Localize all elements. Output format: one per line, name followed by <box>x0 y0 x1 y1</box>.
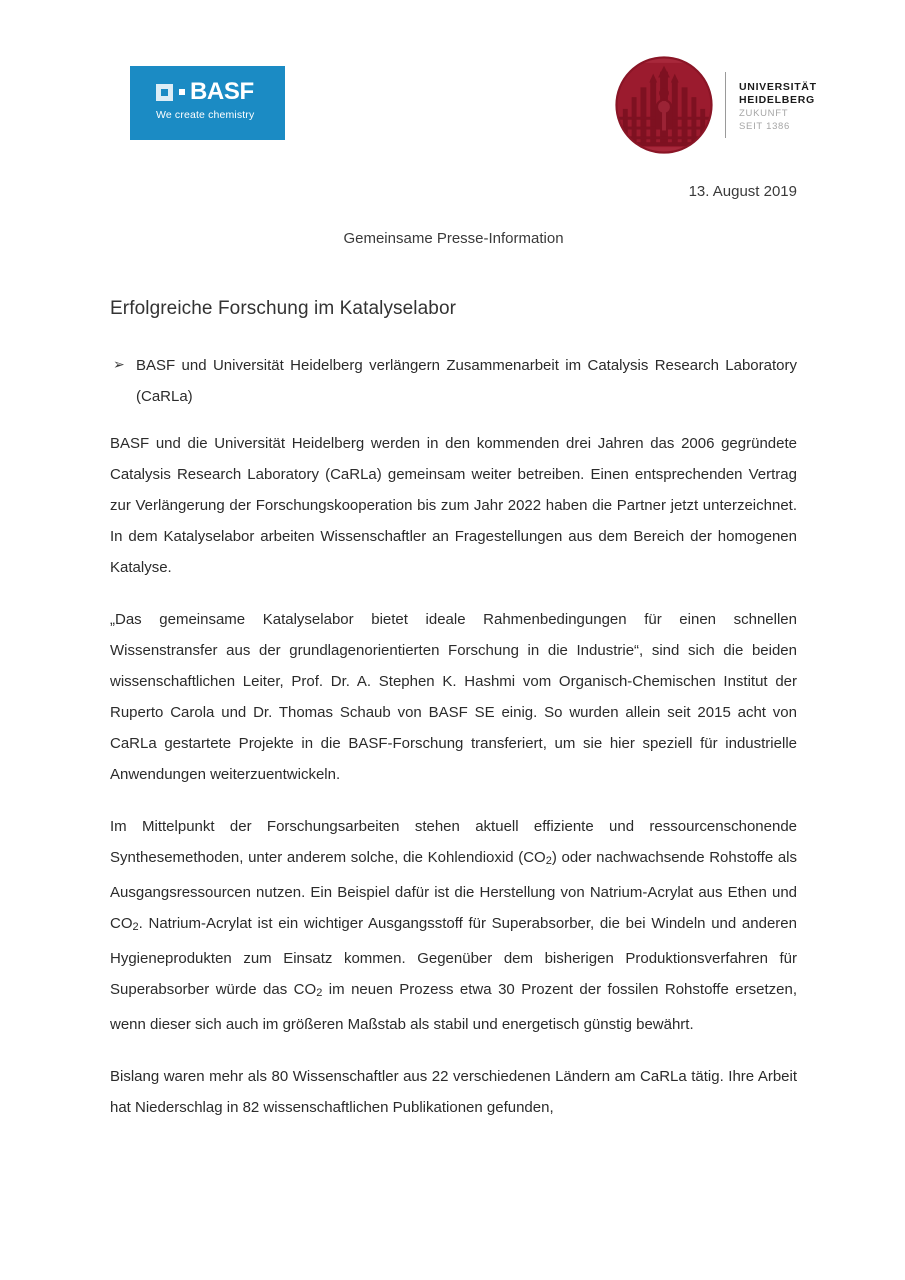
basf-dot-icon <box>179 89 185 95</box>
page-title: Erfolgreiche Forschung im Katalyselabor <box>110 298 457 319</box>
co2-subscript-3: 2 <box>316 987 323 999</box>
paragraph-quote: „Das gemeinsame Katalyselabor bietet ideale Rahmenbedingungen für einen schnellen Wissenstransfer aus der grundlagenorientierten Forschung in die Industrie“, sind sich die beiden wissenschaftlichen Leiter, Prof. Dr. A. Stephen K. Hashmi vom Organisch-Chemischen Institut der Ruperto Carola und Dr. Thomas Schaub von BASF SE einig. So wurden allein seit 2015 acht von CaRLa gestartete Projekte in die BASF-Forschung transferiert, um sie hier speziell für industrielle Anwendungen weiterzuentwickeln. <box>110 611 797 783</box>
basf-wordmark: BASF <box>190 78 254 105</box>
article-body <box>110 428 797 1123</box>
logo-band <box>0 0 905 170</box>
basf-logo <box>130 66 285 140</box>
release-date: 13. August 2019 <box>688 183 797 200</box>
heidelberg-divider <box>725 72 726 138</box>
heidelberg-logo <box>615 56 820 154</box>
heidelberg-line-heidelberg: HEIDELBERG <box>739 93 815 106</box>
co2-subscript-1: 2 <box>545 855 552 867</box>
paragraph-segment-b: ) oder nachwachsende Rohstoffe als Ausgangsressourcen nutzen. Ein Beispiel dafür ist die Herstellung von Natrium-Acrylat aus Ethen und CO <box>110 849 797 932</box>
paragraph-research-focus <box>110 811 797 1040</box>
heidelberg-wordmark <box>739 81 817 132</box>
basf-logotype <box>156 80 254 104</box>
document-kicker: Gemeinsame Presse-Information <box>343 230 564 247</box>
basf-square-icon <box>156 84 173 101</box>
heidelberg-line-zukunft: ZUKUNFT <box>739 107 789 119</box>
paragraph-segment-c: . Natrium-Acrylat ist ein wichtiger Ausgangsstoff für Superabsorber, die bei Windeln und anderen Hygieneprodukten zum Einsatz kommen. Gegenüber dem bisherigen Produktionsverfahren für Superabsorber würde das CO <box>110 915 797 998</box>
basf-tagline: We create chemistry <box>156 109 255 121</box>
paragraph-segment-a: Im Mittelpunkt der Forschungsarbeiten stehen aktuell effiziente und ressourcenschonende Synthesemethoden, unter anderem solche, die Kohlendioxid (CO <box>110 818 797 866</box>
co2-subscript-2: 2 <box>132 921 139 933</box>
paragraph-segment-d: im neuen Prozess etwa 30 Prozent der fossilen Rohstoffe ersetzen, wenn dieser sich auch im größeren Maßstab als stabil und energetisch günstig bewährt. <box>110 981 797 1033</box>
list-item-text: BASF und Universität Heidelberg verlängern Zusammenarbeit im Catalysis Research Laboratory (CaRLa) <box>136 357 797 405</box>
arrow-bullet-icon: ➢ <box>113 357 125 373</box>
heidelberg-seal-icon <box>615 56 713 154</box>
list-item <box>110 350 797 412</box>
heidelberg-line-universitaet: UNIVERSITÄT <box>739 81 817 93</box>
heidelberg-line-seit: SEIT 1386 <box>739 120 791 132</box>
paragraph-intro: BASF und die Universität Heidelberg werden in den kommenden drei Jahren das 2006 gegründete Catalysis Research Laboratory (CaRLa) gemeinsam weiter betreiben. Einen entsprechenden Vertrag zur Verlängerung der Forschungskooperation bis zum Jahr 2022 haben die Partner jetzt unterzeichnet. In dem Katalyselabor arbeiten Wissenschaftler an Fragestellungen aus dem Bereich der homogenen Katalyse. <box>110 435 797 576</box>
paragraph-statistics: Bislang waren mehr als 80 Wissenschaftler aus 22 verschiedenen Ländern am CaRLa tätig. Ihre Arbeit hat Niederschlag in 82 wissenschaftlichen Publikationen gefunden, <box>110 1068 797 1116</box>
summary-bullet-list <box>110 350 797 412</box>
